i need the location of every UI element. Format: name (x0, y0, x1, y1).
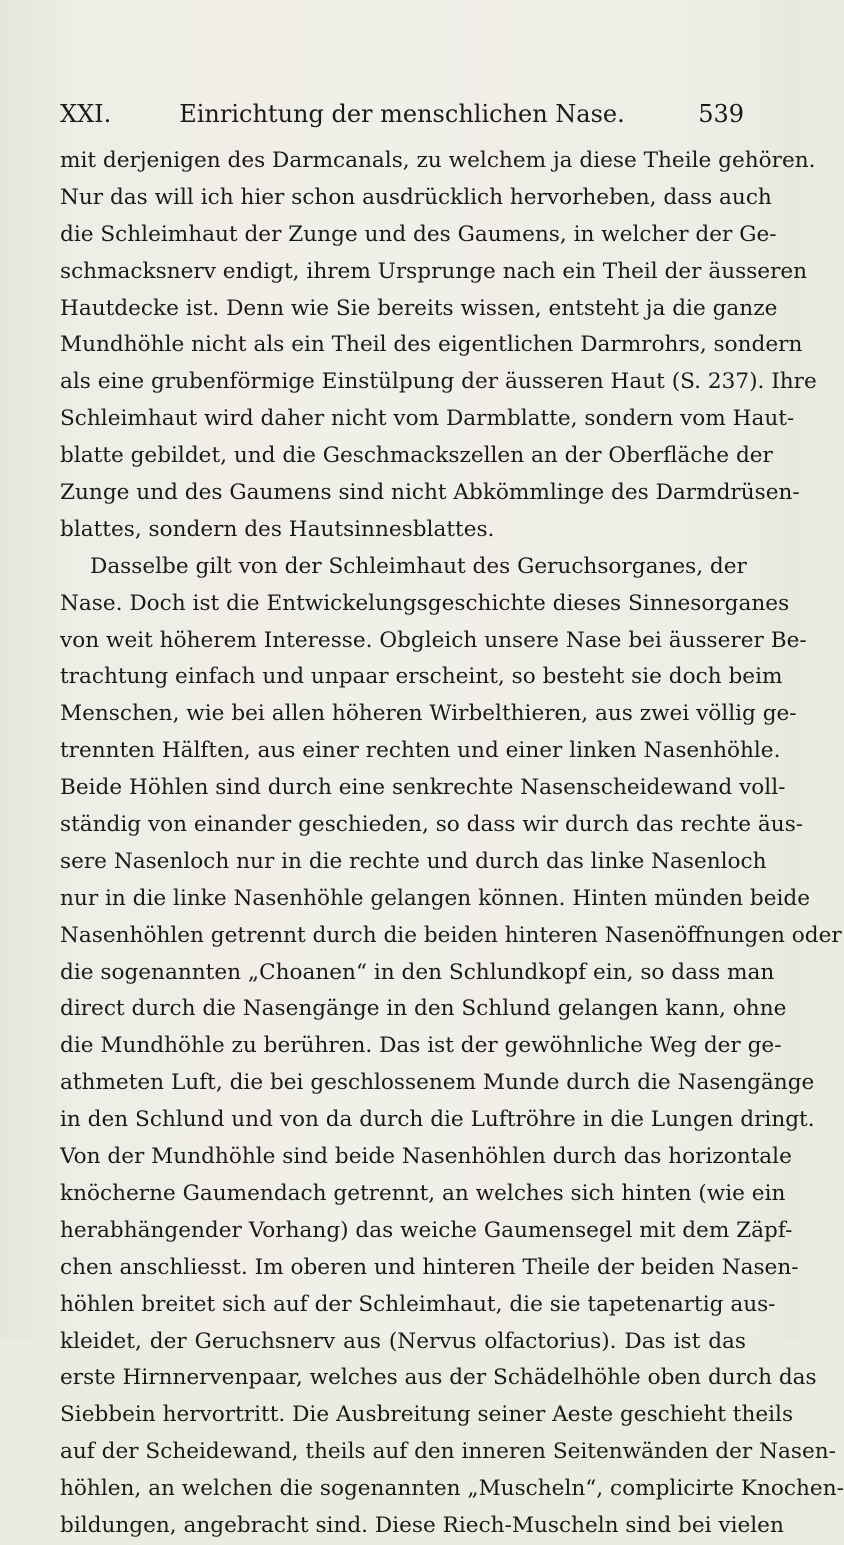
text-line: die Schleimhaut der Zunge und des Gaumens, in welcher der Ge- (60, 221, 777, 247)
running-head (60, 96, 744, 132)
text-line: Schleimhaut wird daher nicht vom Darmblatte, sondern vom Haut- (60, 406, 795, 432)
body-text (60, 143, 844, 1545)
text-line: Mundhöhle nicht als ein Theil des eigentlichen Darmrohrs, sondern (60, 332, 803, 358)
text-line: auf der Scheidewand, theils auf den inneren Seitenwänden der Nasen- (60, 1439, 836, 1465)
text-line: die Mundhöhle zu berühren. Das ist der gewöhnliche Weg der ge- (60, 1033, 782, 1059)
text-line: trennten Hälften, aus einer rechten und einer linken Nasenhöhle. (60, 738, 781, 764)
text-line: direct durch die Nasengänge in den Schlund gelangen kann, ohne (60, 996, 787, 1022)
text-line: nur in die linke Nasenhöhle gelangen können. Hinten münden beide (60, 885, 811, 911)
text-line: chen anschliesst. Im oberen und hinteren Theile der beiden Nasen- (60, 1254, 799, 1280)
page-number: 539 (698, 100, 744, 128)
text-line: von weit höherem Interesse. Obgleich unsere Nase bei äusserer Be- (60, 627, 807, 653)
paragraph-start-line: Dasselbe gilt von der Schleimhaut des Geruchsorganes, der (90, 553, 747, 579)
text-line: Siebbein hervortritt. Die Ausbreitung seiner Aeste geschieht theils (60, 1402, 794, 1428)
text-line: sere Nasenloch nur in die rechte und durch das linke Nasenloch (60, 848, 767, 874)
chapter-number: XXI. (60, 100, 112, 128)
text-line: athmeten Luft, die bei geschlossenem Munde durch die Nasengänge (60, 1070, 815, 1096)
text-line: höhlen, an welchen die sogenannten „Muscheln“, complicirte Knochen- (60, 1476, 844, 1502)
text-line: Beide Höhlen sind durch eine senkrechte Nasenscheidewand voll- (60, 775, 786, 801)
text-line: bildungen, angebracht sind. Diese Riech-Muscheln sind bei vielen (60, 1512, 784, 1538)
text-line: herabhängender Vorhang) das weiche Gaumensegel mit dem Zäpf- (60, 1217, 793, 1243)
text-line: blatte gebildet, und die Geschmackszellen an der Oberfläche der (60, 443, 773, 469)
text-line: Hautdecke ist. Denn wie Sie bereits wissen, entsteht ja die ganze (60, 295, 778, 321)
text-line: Menschen, wie bei allen höheren Wirbelthieren, aus zwei völlig ge- (60, 701, 797, 727)
text-line: Nasenhöhlen getrennt durch die beiden hinteren Nasenöffnungen oder (60, 922, 842, 948)
text-line: höhlen breitet sich auf der Schleimhaut, die sie tapetenartig aus- (60, 1291, 776, 1317)
text-line: Von der Mundhöhle sind beide Nasenhöhlen durch das horizontale (60, 1144, 792, 1170)
chapter-title: Einrichtung der menschlichen Nase. (179, 100, 625, 128)
text-line: knöcherne Gaumendach getrennt, an welches sich hinten (wie ein (60, 1180, 786, 1206)
text-line: Nase. Doch ist die Entwickelungsgeschichte dieses Sinnesorganes (60, 590, 790, 616)
text-line: Nur das will ich hier schon ausdrücklich hervorheben, dass auch (60, 184, 772, 210)
text-line: schmacksnerv endigt, ihrem Ursprunge nach ein Theil der äusseren (60, 258, 808, 284)
text-line: trachtung einfach und unpaar erscheint, so besteht sie doch beim (60, 664, 783, 690)
text-line: in den Schlund und von da durch die Luftröhre in die Lungen dringt. (60, 1107, 815, 1133)
text-line: blattes, sondern des Hautsinnesblattes. (60, 516, 495, 542)
text-line: erste Hirnnervenpaar, welches aus der Schädelhöhle oben durch das (60, 1365, 817, 1391)
text-line: kleidet, der Geruchsnerv aus (Nervus olfactorius). Das ist das (60, 1328, 746, 1354)
text-line: mit derjenigen des Darmcanals, zu welchem ja diese Theile gehören. (60, 148, 816, 173)
text-line: ständig von einander geschieden, so dass wir durch das rechte äus- (60, 812, 804, 838)
text-line: die sogenannten „Choanen“ in den Schlundkopf ein, so dass man (60, 959, 775, 985)
text-line: Zunge und des Gaumens sind nicht Abkömmlinge des Darmdrüsen- (60, 480, 800, 506)
text-line: als eine grubenförmige Einstülpung der äusseren Haut (S. 237). Ihre (60, 369, 817, 395)
